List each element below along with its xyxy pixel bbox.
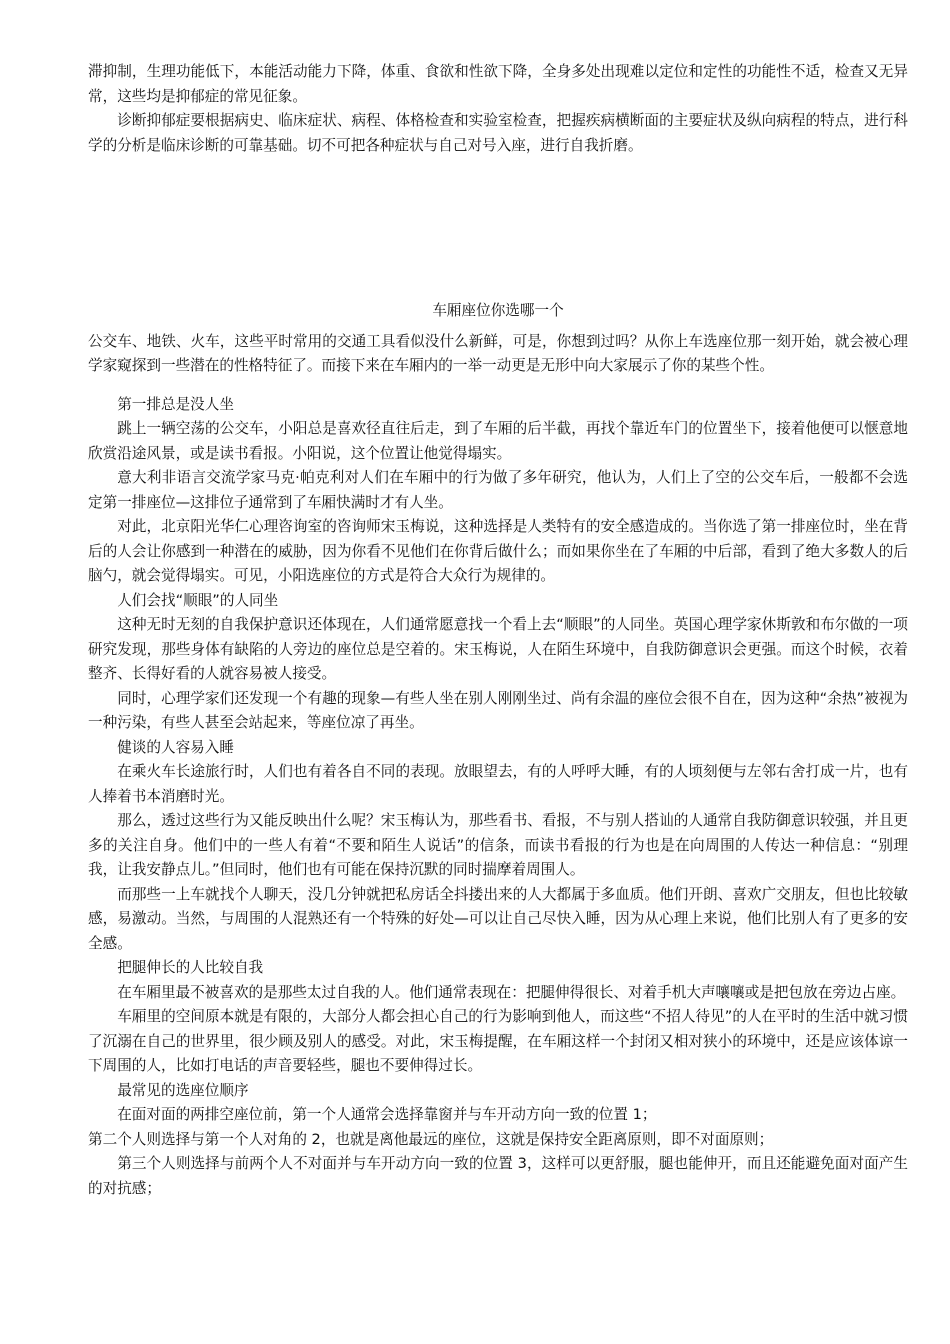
intro-paragraph-2: 诊断抑郁症要根据病史、临床症状、病程、体格检查和实验室检查，把握疾病横断面的主要症状及纵向病程的特点，进行科学的分析是临床诊断的可靠基础。切不可把各种症状与自己对号入座，进行自我折磨。 <box>88 112 908 154</box>
section-1-paragraph-3: 对此，北京阳光华仁心理咨询室的咨询师宋玉梅说，这种选择是人类特有的安全感造成的。当你选了第一排座位时，坐在背后的人会让你感到一种潜在的威胁，因为你看不见他们在你背后做什么；而如果你坐在了车厢的中后部，看到了绝大多数人的后脑勺，就会觉得塌实。可见，小阳选座位的方式是符合大众行为规律的。 <box>88 518 908 584</box>
section-heading-5: 最常见的选座位顺序 <box>117 1081 249 1099</box>
section-spacer <box>88 158 908 299</box>
section-4-paragraph-2: 车厢里的空间原本就是有限的，大部分人都会担心自己的行为影响到他人，而这些“不招人待见”的人在平时的生活中就习惯了沉溺在自己的世界里，很少顾及别人的感受。对此，宋玉梅提醒，在车厢这样一个封闭又相对狭小的环境中，还是应该体谅一下周围的人，比如打电话的声音要轻些，腿也不要伸得过长。 <box>88 1008 908 1074</box>
intro-paragraph-1: 滞抑制，生理功能低下，本能活动能力下降，体重、食欲和性欲下降，全身多处出现难以定位和定性的功能性不适，检查又无异常，这些均是抑郁症的常见征象。 <box>88 63 908 105</box>
section-1-paragraph-2: 意大利非语言交流学家马克·帕克利对人们在车厢中的行为做了多年研究，他认为，人们上了空的公交车后，一般都不会选定第一排座位—这排位子通常到了车厢快满时才有人坐。 <box>88 469 908 511</box>
section-5-paragraph-3: 第三个人则选择与前两个人不对面并与车开动方向一致的位置 3，这样可以更舒服，腿也能伸开，而且还能避免面对面产生的对抗感； <box>88 1155 908 1197</box>
section-heading-3: 健谈的人容易入睡 <box>117 738 234 756</box>
article-lead: 公交车、地铁、火车，这些平时常用的交通工具看似没什么新鲜，可是，你想到过吗？从你上车选座位那一刻开始，就会被心理学家窥探到一些潜在的性格特征了。而接下来在车厢内的一举一动更是无形中向大家展示了你的某些个性。 <box>88 332 908 374</box>
section-heading-1: 第一排总是没人坐 <box>117 395 234 413</box>
section-2-paragraph-1: 这种无时无刻的自我保护意识还体现在，人们通常愿意找一个看上去“顺眼”的人同坐。英国心理学家休斯敦和布尔做的一项研究发现，那些身体有缺陷的人旁边的座位总是空着的。宋玉梅说，人在陌生环境中，自我防御意识会更强。而这个时候，衣着整齐、长得好看的人就容易被人接受。 <box>88 616 908 682</box>
section-heading-2: 人们会找“顺眼”的人同坐 <box>117 591 279 609</box>
section-heading-4: 把腿伸长的人比较自我 <box>117 959 264 976</box>
section-3-paragraph-2: 那么，透过这些行为又能反映出什么呢？宋玉梅认为，那些看书、看报，不与别人搭讪的人通常自我防御意识较强，并且更多的关注自身。他们中的一些人有着“不要和陌生人说话”的信条，而读书看报的行为也是在向周围的人传达一种信息：“别理我，让我安静点儿。”但同时，他们也有可能在保持沉默的同时揣摩着周围人。 <box>88 812 908 878</box>
section-1-paragraph-1: 跳上一辆空荡的公交车，小阳总是喜欢径直往后走，到了车厢的后半截，再找个靠近车门的位置坐下，接着他便可以惬意地欣赏沿途风景，或是读书看报。小阳说，这个位置让他觉得塌实。 <box>88 420 908 462</box>
lead-spacer <box>88 379 908 393</box>
section-2-paragraph-2: 同时，心理学家们还发现一个有趣的现象—有些人坐在别人刚刚坐过、尚有余温的座位会很不自在，因为这种“余热”被视为一种污染，有些人甚至会站起来，等座位凉了再坐。 <box>88 689 908 731</box>
article-title: 车厢座位你选哪一个 <box>432 302 564 319</box>
document-page <box>88 60 908 1201</box>
section-5-paragraph-2: 第二个人则选择与第一个人对角的 2，也就是离他最远的座位，这就是保持安全距离原则，即不对面原则； <box>88 1130 774 1148</box>
section-3-paragraph-1: 在乘火车长途旅行时，人们也有着各自不同的表现。放眼望去，有的人呼呼大睡，有的人顷刻便与左邻右舍打成一片，也有人捧着书本消磨时光。 <box>88 763 908 805</box>
section-5-paragraph-1: 在面对面的两排空座位前，第一个人通常会选择靠窗并与车开动方向一致的位置 1； <box>117 1106 657 1123</box>
section-4-paragraph-1: 在车厢里最不被喜欢的是那些太过自我的人。他们通常表现在：把腿伸得很长、对着手机大声嚷嚷或是把包放在旁边占座。 <box>117 983 906 1001</box>
section-3-paragraph-3: 而那些一上车就找个人聊天，没几分钟就把私房话全抖搂出来的人大都属于多血质。他们开朗、喜欢广交朋友，但也比较敏感，易激动。当然，与周围的人混熟还有一个特殊的好处—可以让自己尽快入睡，因为从心理上来说，他们比别人有了更多的安全感。 <box>88 885 908 952</box>
